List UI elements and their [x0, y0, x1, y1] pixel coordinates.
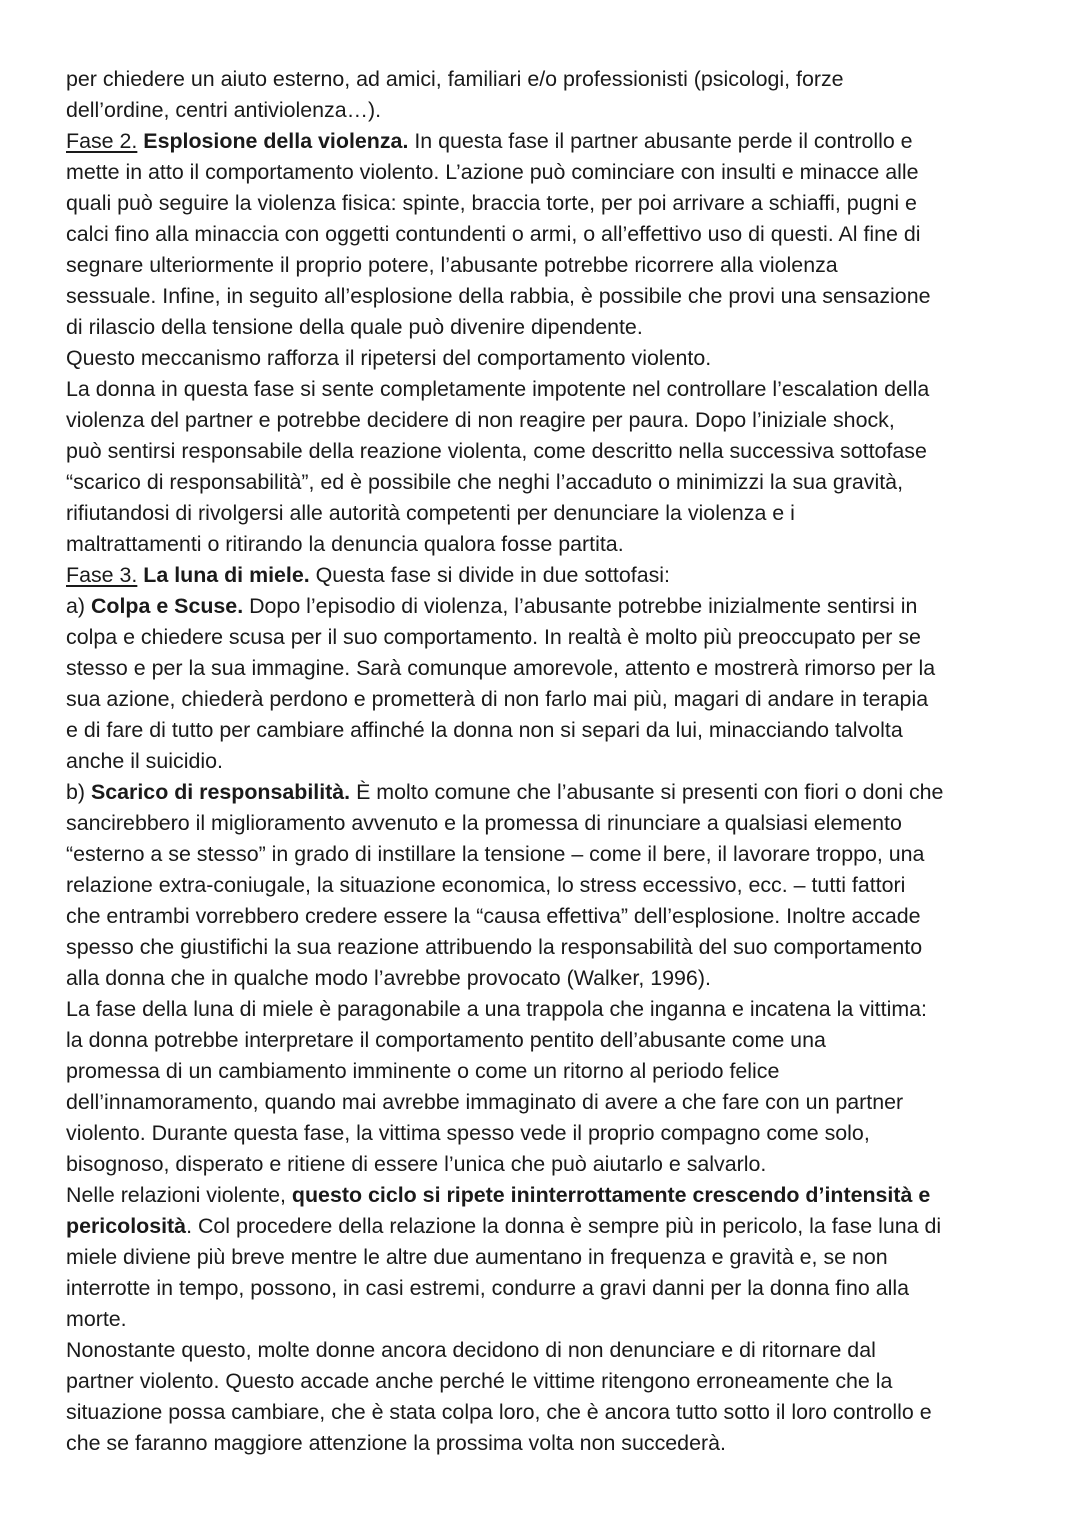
text-line [66, 932, 1026, 963]
text-line [66, 95, 1026, 126]
body-text: interrotte in tempo, possono, in casi estremi, condurre a gravi danni per la donna fino alla [66, 1276, 910, 1300]
text-line [66, 1211, 1026, 1242]
text-line [66, 498, 1026, 529]
body-text: bisognoso, disperato e ritiene di essere l’unica che può aiutarlo e salvarlo. [66, 1152, 767, 1176]
body-text: Dopo l’episodio di violenza, l’abusante potrebbe inizialmente sentirsi in [243, 594, 918, 618]
body-text: calci fino alla minaccia con oggetti contundenti o armi, o all’effettivo uso di questi. Al fine di [66, 222, 921, 246]
text-line [66, 1149, 1026, 1180]
body-text: spesso che giustifichi la sua reazione attribuendo la responsabilità del suo comportamento [66, 935, 923, 959]
body-text: partner violento. Questo accade anche perché le vittime ritengono erroneamente che la [66, 1369, 893, 1393]
body-text: È molto comune che l’abusante si presenti con fiori o doni che [350, 780, 944, 804]
body-text: a) [66, 594, 91, 618]
body-text: Questo meccanismo rafforza il ripetersi del comportamento violento. [66, 346, 712, 370]
body-text: e di fare di tutto per cambiare affinché la donna non si separi da lui, minacciando talvolta [66, 718, 903, 742]
text-line [66, 281, 1026, 312]
body-text: Nonostante questo, molte donne ancora decidono di non denunciare e di ritornare dal [66, 1338, 876, 1362]
bold-text: Scarico di responsabilità. [90, 780, 351, 804]
body-text: stesso e per la sua immagine. Sarà comunque amorevole, attento e mostrerà rimorso per la [66, 656, 936, 680]
body-text: può sentirsi responsabile della reazione violenta, come descritto nella successiva sottofase [66, 439, 927, 463]
body-text: Nelle relazioni violente, [66, 1183, 292, 1207]
text-line [66, 1397, 1026, 1428]
text-line [66, 1118, 1026, 1149]
text-line [66, 560, 1026, 591]
body-text: violento. Durante questa fase, la vittima spesso vede il proprio compagno come solo, [66, 1121, 870, 1145]
text-line [66, 1025, 1026, 1056]
body-text: miele diviene più breve mentre le altre due aumentano in frequenza e gravità e, se non [66, 1245, 888, 1269]
text-line [66, 746, 1026, 777]
phase-heading-label: Fase 3. [66, 563, 138, 587]
document-page [66, 64, 1026, 1459]
text-line [66, 839, 1026, 870]
body-text: sua azione, chiederà perdono e prometterà di non farlo mai più, magari di andare in terapia [66, 687, 929, 711]
text-line [66, 777, 1026, 808]
body-text: anche il suicidio. [66, 749, 223, 773]
text-line [66, 188, 1026, 219]
body-text: situazione possa cambiare, che è stata colpa loro, che è ancora tutto sotto il loro controllo e [66, 1400, 932, 1424]
body-text: “scarico di responsabilità”, ed è possibile che neghi l’accaduto o minimizzi la sua gravità, [66, 470, 904, 494]
bold-text: La luna di miele. [143, 563, 310, 587]
text-line [66, 1273, 1026, 1304]
text-line [66, 343, 1026, 374]
text-line [66, 1428, 1026, 1459]
body-text: sancirebbero il miglioramento avvenuto e la promessa di rinunciare a qualsiasi elemento [66, 811, 902, 835]
body-text: morte. [66, 1307, 127, 1331]
body-text: quali può seguire la violenza fisica: spinte, braccia torte, per poi arrivare a schiaffi, pugni e [66, 191, 917, 215]
text-line [66, 808, 1026, 839]
bold-text: pericolosità [66, 1214, 187, 1238]
text-line [66, 653, 1026, 684]
text-line [66, 870, 1026, 901]
body-text: Questa fase si divide in due sottofasi: [309, 563, 670, 587]
text-line [66, 157, 1026, 188]
body-text: b) [66, 780, 91, 804]
text-line [66, 405, 1026, 436]
phase-heading-label: Fase 2. [66, 129, 138, 153]
text-line [66, 622, 1026, 653]
text-line [66, 219, 1026, 250]
text-line [66, 963, 1026, 994]
text-line [66, 374, 1026, 405]
body-text: violenza del partner e potrebbe decidere di non reagire per paura. Dopo l’iniziale shock, [66, 408, 895, 432]
body-text: rifiutandosi di rivolgersi alle autorità competenti per denunciare la violenza e i [66, 501, 795, 525]
text-line [66, 684, 1026, 715]
text-line [66, 994, 1026, 1025]
text-line [66, 436, 1026, 467]
text-line [66, 1180, 1026, 1211]
body-text: segnare ulteriormente il proprio potere, l’abusante potrebbe ricorrere alla violenza [66, 253, 838, 277]
body-text: mette in atto il comportamento violento. L’azione può cominciare con insulti e minacce alle [66, 160, 919, 184]
text-line [66, 126, 1026, 157]
body-text: . Col procedere della relazione la donna è sempre più in pericolo, la fase luna di [186, 1214, 942, 1238]
body-text: La fase della luna di miele è paragonabile a una trappola che inganna e incatena la vittima: [66, 997, 927, 1021]
body-text: “esterno a se stesso” in grado di instillare la tensione – come il bere, il lavorare troppo, una [66, 842, 925, 866]
bold-text: questo ciclo si ripete ininterrottamente crescendo d’intensità e [291, 1183, 931, 1207]
text-line [66, 1335, 1026, 1366]
text-line [66, 312, 1026, 343]
body-text: per chiedere un aiuto esterno, ad amici, familiari e/o professionisti (psicologi, forze [66, 67, 844, 91]
text-line [66, 1056, 1026, 1087]
text-line [66, 1304, 1026, 1335]
body-text: maltrattamenti o ritirando la denuncia qualora fosse partita. [66, 532, 624, 556]
text-line [66, 250, 1026, 281]
text-line [66, 64, 1026, 95]
body-text: La donna in questa fase si sente completamente impotente nel controllare l’escalation della [66, 377, 930, 401]
bold-text: Colpa e Scuse. [90, 594, 244, 618]
body-text: che se faranno maggiore attenzione la prossima volta non succederà. [66, 1431, 726, 1455]
body-text: In questa fase il partner abusante perde il controllo e [408, 129, 913, 153]
body-text: relazione extra-coniugale, la situazione economica, lo stress eccessivo, ecc. – tutti fattori [66, 873, 906, 897]
body-text: la donna potrebbe interpretare il comportamento pentito dell’abusante come una [66, 1028, 826, 1052]
bold-text: Esplosione della violenza. [143, 129, 409, 153]
text-line [66, 529, 1026, 560]
text-line [66, 1366, 1026, 1397]
body-text: di rilascio della tensione della quale può divenire dipendente. [66, 315, 643, 339]
text-line [66, 901, 1026, 932]
body-text: alla donna che in qualche modo l’avrebbe provocato (Walker, 1996). [66, 966, 711, 990]
text-line [66, 715, 1026, 746]
body-text: sessuale. Infine, in seguito all’esplosione della rabbia, è possibile che provi una sensazione [66, 284, 931, 308]
text-line [66, 1242, 1026, 1273]
body-text: dell’ordine, centri antiviolenza…). [66, 98, 382, 122]
text-line [66, 467, 1026, 498]
body-text: promessa di un cambiamento imminente o come un ritorno al periodo felice [66, 1059, 780, 1083]
body-text: dell’innamoramento, quando mai avrebbe immaginato di avere a che fare con un partner [66, 1090, 904, 1114]
text-line [66, 1087, 1026, 1118]
body-text: che entrambi vorrebbero credere essere la “causa effettiva” dell’esplosione. Inoltre accade [66, 904, 921, 928]
body-text: colpa e chiedere scusa per il suo comportamento. In realtà è molto più preoccupato per se [66, 625, 921, 649]
text-line [66, 591, 1026, 622]
